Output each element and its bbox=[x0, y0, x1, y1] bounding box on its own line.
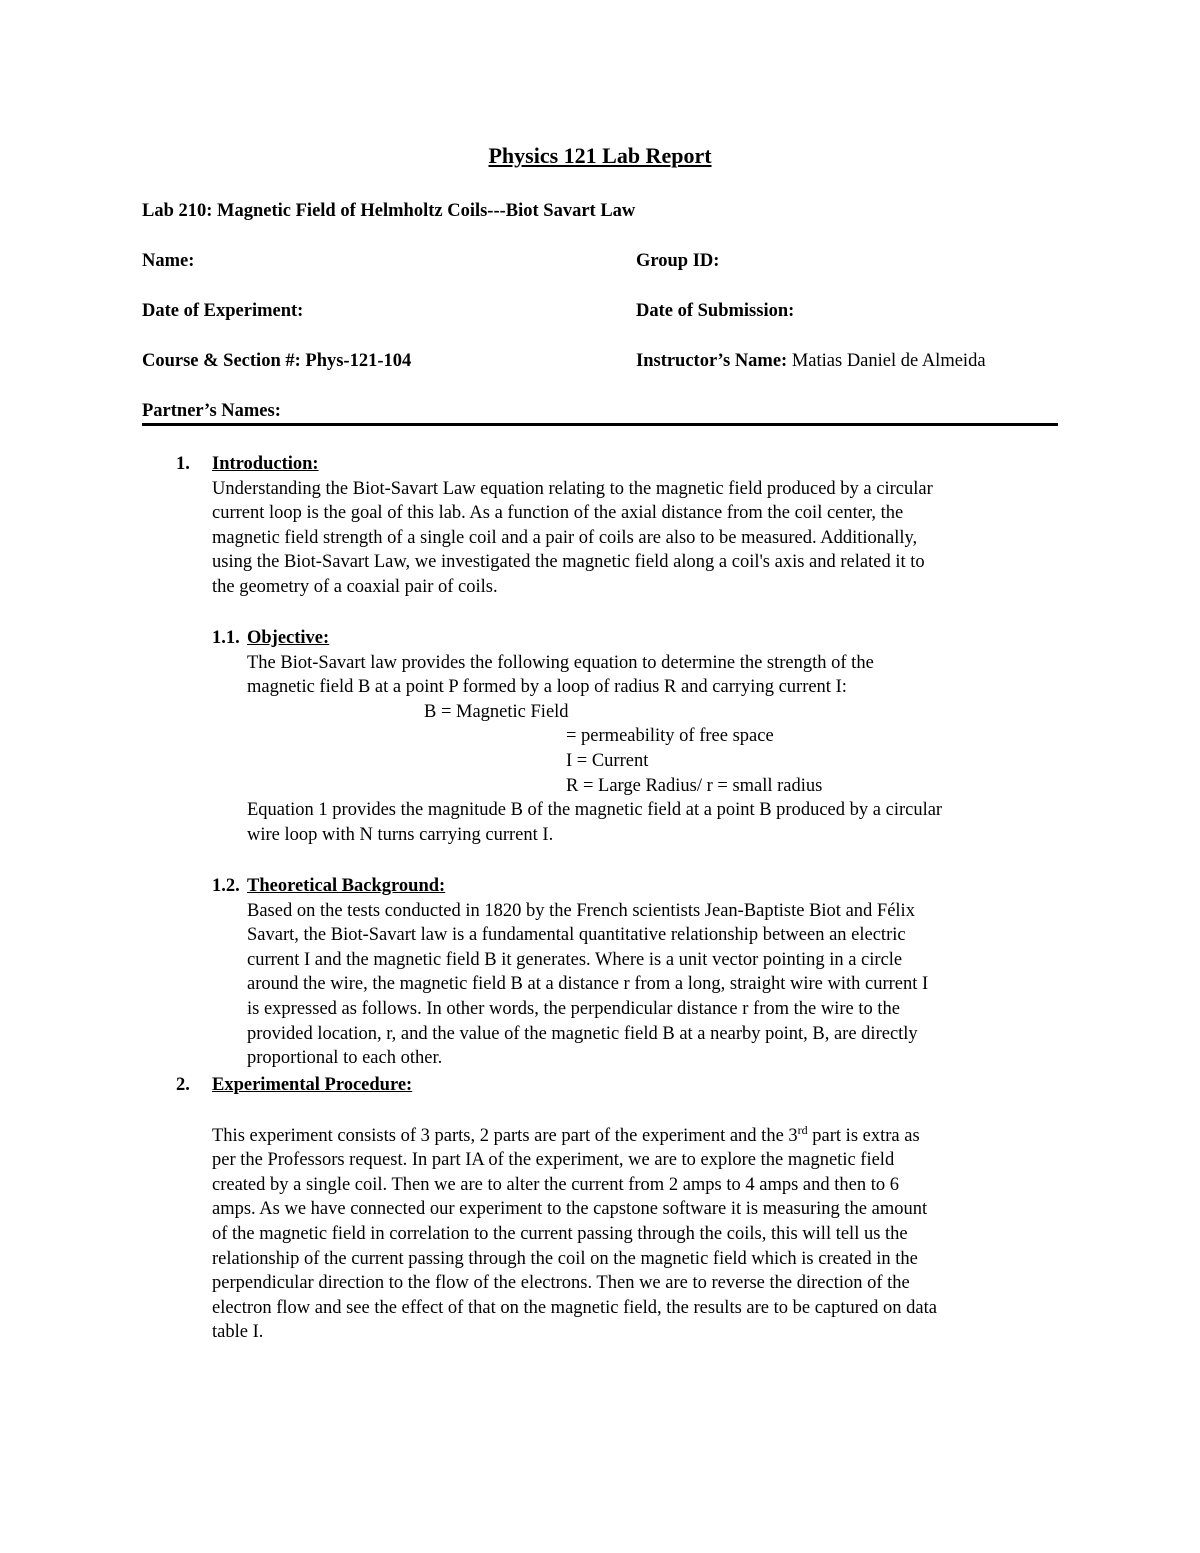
text-line: per the Professors request. In part IA of the experiment, we are to explore the magnetic field bbox=[212, 1150, 895, 1171]
definition-b: B = Magnetic Field bbox=[424, 701, 569, 722]
text-line: perpendicular direction to the flow of the electrons. Then we are to reverse the direction of the bbox=[212, 1273, 910, 1294]
section-body bbox=[247, 626, 1058, 847]
text-line: current I and the magnetic field B it generates. Where is a unit vector pointing in a circle bbox=[247, 949, 903, 970]
text-line: magnetic field B at a point P formed by a loop of radius R and carrying current I: bbox=[247, 677, 847, 698]
text-line: Understanding the Biot-Savart Law equation relating to the magnetic field produced by a circular bbox=[212, 478, 933, 499]
definition-i: I = Current bbox=[566, 750, 649, 771]
text-line: using the Biot-Savart Law, we investigated the magnetic field along a coil's axis and related it to bbox=[212, 552, 925, 573]
text-line: relationship of the current passing through the coil on the magnetic field which is created in the bbox=[212, 1248, 918, 1269]
section-number: 1.1. bbox=[212, 628, 240, 648]
definition-mu: = permeability of free space bbox=[566, 726, 774, 747]
section-number: 2. bbox=[176, 1075, 190, 1095]
group-id-label: Group ID: bbox=[636, 251, 720, 271]
name-label: Name: bbox=[142, 251, 195, 271]
instructor-label: Instructor’s Name: bbox=[636, 351, 788, 371]
section-body bbox=[247, 874, 1058, 1071]
section-heading: Introduction: bbox=[212, 454, 319, 474]
section-number: 1. bbox=[176, 454, 190, 474]
text-line: current loop is the goal of this lab. As a function of the axial distance from the coil center, the bbox=[212, 503, 904, 524]
text-line: Savart, the Biot-Savart law is a fundamental quantitative relationship between an electric bbox=[247, 925, 906, 946]
text-line: around the wire, the magnetic field B at a distance r from a long, straight wire with current I bbox=[247, 974, 929, 995]
text-line: This experiment consists of 3 parts, 2 parts are part of the experiment and the 3rd part is extra as bbox=[212, 1122, 920, 1146]
text-line: wire loop with N turns carrying current I. bbox=[247, 824, 554, 845]
text-line: the geometry of a coaxial pair of coils. bbox=[212, 576, 498, 597]
date-of-submission-label: Date of Submission: bbox=[636, 301, 795, 321]
section-heading: Theoretical Background: bbox=[247, 876, 446, 896]
text-line: proportional to each other. bbox=[247, 1048, 443, 1069]
lab-title: Lab 210: Magnetic Field of Helmholtz Coils---Biot Savart Law bbox=[142, 201, 636, 221]
page-title: Physics 121 Lab Report bbox=[488, 143, 712, 168]
header-divider bbox=[142, 423, 1058, 426]
section-heading: Experimental Procedure: bbox=[212, 1075, 413, 1095]
course-section-label: Course & Section #: Phys-121-104 bbox=[142, 351, 412, 371]
section-body bbox=[212, 452, 1058, 600]
text-line: Equation 1 provides the magnitude B of the magnetic field at a point B produced by a circular bbox=[247, 800, 943, 821]
text-line: is expressed as follows. In other words, the perpendicular distance r from the wire to the bbox=[247, 998, 900, 1019]
text-line: The Biot-Savart law provides the following equation to determine the strength of the bbox=[247, 652, 874, 673]
instructor-value: Matias Daniel de Almeida bbox=[787, 351, 986, 371]
instructor-field bbox=[636, 349, 986, 374]
text-line: of the magnetic field in correlation to the current passing through the coils, this will tell us the bbox=[212, 1223, 908, 1244]
section-heading: Objective: bbox=[247, 628, 330, 648]
text-line: provided location, r, and the value of the magnetic field B at a nearby point, B, are directly bbox=[247, 1023, 918, 1044]
text-line: magnetic field strength of a single coil and a pair of coils are also to be measured. Additionally, bbox=[212, 527, 918, 548]
text-line: Based on the tests conducted in 1820 by the French scientists Jean-Baptiste Biot and Félix bbox=[247, 900, 915, 921]
section-number: 1.2. bbox=[212, 876, 240, 896]
date-of-experiment-label: Date of Experiment: bbox=[142, 301, 304, 321]
text-line: table I. bbox=[212, 1322, 264, 1343]
text-line: electron flow and see the effect of that on the magnetic field, the results are to be captured on data bbox=[212, 1297, 937, 1318]
text-line: amps. As we have connected our experiment to the capstone software it is measuring the amount bbox=[212, 1199, 928, 1220]
partners-label: Partner’s Names: bbox=[142, 401, 281, 421]
section-body bbox=[212, 1073, 1058, 1345]
text-line: created by a single coil. Then we are to alter the current from 2 amps to 4 amps and then to 6 bbox=[212, 1174, 900, 1195]
definition-r: R = Large Radius/ r = small radius bbox=[566, 775, 823, 796]
